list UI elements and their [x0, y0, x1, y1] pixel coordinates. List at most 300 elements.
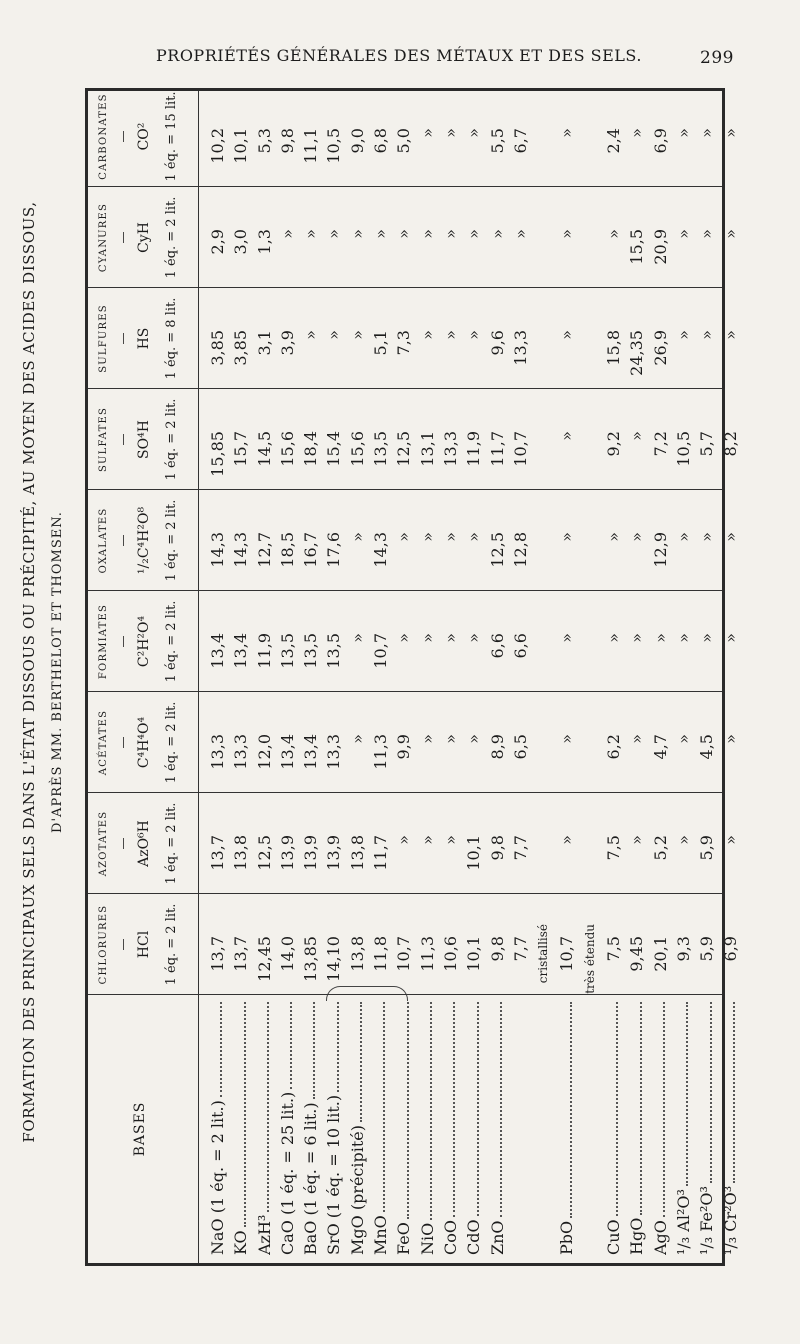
- table-cell: 9,8: [277, 128, 297, 154]
- table-cell: »: [440, 734, 460, 744]
- table-cell: 14,10: [324, 936, 344, 982]
- column-title: SULFATES: [98, 406, 109, 473]
- table-cell: »: [417, 734, 437, 744]
- table-cell: »: [650, 633, 670, 643]
- base-row: [672, 1000, 695, 1255]
- table-cell: 2,9: [208, 229, 227, 255]
- table-cell: »: [557, 633, 577, 643]
- table-cell: »: [417, 835, 437, 845]
- leader-dots: [229, 1002, 245, 1227]
- table-cell: 13,5: [301, 633, 321, 669]
- table-cell: 6,5: [510, 734, 530, 760]
- table-cell: 4,7: [650, 734, 670, 760]
- table-cell: »: [697, 128, 717, 138]
- table-cell: 12,45: [254, 936, 274, 982]
- dilution-label: 1 éq. = 2 lit.: [164, 802, 179, 885]
- base-row: [509, 1000, 532, 1255]
- base-row: [486, 1000, 509, 1255]
- table-cell: »: [417, 330, 437, 340]
- base-row: [346, 1000, 369, 1255]
- base-label: CoO: [440, 1220, 460, 1255]
- acid-column: [88, 288, 740, 389]
- table-cell: »: [557, 330, 577, 340]
- table-cell: 14,3: [231, 532, 251, 568]
- table-cell: 9,2: [604, 431, 624, 457]
- table-cell: 17,6: [324, 532, 344, 568]
- column-title: FORMIATES: [98, 603, 109, 680]
- column-title: ACÉTATES: [98, 709, 109, 776]
- dilution-label: 1 éq. = 15 lit.: [164, 91, 179, 182]
- table-cell: 13,3: [231, 734, 251, 770]
- table-cell: »: [720, 633, 740, 643]
- table-cell: 10,5: [324, 128, 344, 164]
- table-cell: »: [394, 633, 414, 643]
- leader-dots: [392, 1002, 408, 1219]
- table-cell: 10,7: [394, 936, 414, 972]
- table-cell: 9,6: [487, 330, 507, 356]
- base-row: [253, 1000, 276, 1255]
- leader-dots: [672, 1002, 688, 1186]
- leader-dots: [695, 1002, 711, 1183]
- table-cell: 3,9: [277, 330, 297, 356]
- table-caption: FORMATION DES PRINCIPAUX SELS DANS L'ÉTAT DISSOUS OU PRÉCIPITÉ, AU MOYEN DES ACIDES DISSOUS,: [20, 201, 38, 1143]
- table-cell: »: [697, 330, 717, 340]
- table-cell: 13,9: [324, 835, 344, 871]
- base-label: ¹/₃ Al²O³: [673, 1189, 693, 1255]
- table-cell: »: [604, 633, 624, 643]
- table-cell: 5,1: [371, 330, 391, 356]
- table-cell: 3,0: [231, 229, 251, 255]
- base-label: NaO (1 éq. = 2 lit.): [208, 1100, 227, 1255]
- table-cell: »: [487, 229, 507, 239]
- leader-dots: [439, 1002, 455, 1217]
- table-cell: 12,9: [650, 532, 670, 568]
- table-cell: 10,7: [371, 633, 391, 669]
- table-cell: 13,8: [231, 835, 251, 871]
- dilution-label: 1 éq. = 2 lit.: [164, 398, 179, 481]
- acid-column: [88, 389, 740, 490]
- table-cell: 13,9: [301, 835, 321, 871]
- table-cell: 13,1: [417, 431, 437, 467]
- column-title: AZOTATES: [98, 810, 109, 877]
- base-label: PbO: [557, 1220, 577, 1255]
- table-cell: 20,9: [650, 229, 670, 265]
- acid-column: [88, 894, 740, 995]
- table-cell: 10,5: [673, 431, 693, 467]
- bases-column: [88, 995, 740, 1263]
- table-cell: 15,7: [231, 431, 251, 467]
- table-cell: »: [720, 835, 740, 845]
- base-row: [392, 1000, 415, 1255]
- table-cell: 15,8: [604, 330, 624, 366]
- table-cell: »: [347, 229, 367, 239]
- table-cell: 26,9: [650, 330, 670, 366]
- table-cell: 3,85: [231, 330, 251, 366]
- acid-column: [88, 187, 740, 288]
- acid-column: [88, 591, 740, 692]
- column-header: [88, 288, 198, 389]
- bases-header-cell: [88, 995, 198, 1263]
- leader-dots: [719, 1002, 735, 1183]
- column-header: [88, 894, 198, 995]
- base-row: [579, 1000, 602, 1255]
- table-cell: 11,7: [487, 431, 507, 467]
- table-cell: »: [697, 532, 717, 542]
- base-row: [719, 1000, 742, 1255]
- table-cell: 13,3: [208, 734, 227, 770]
- table-cell: 14,3: [371, 532, 391, 568]
- table-cell: 11,3: [417, 936, 437, 972]
- column-header: [88, 692, 198, 793]
- base-row: [649, 1000, 672, 1255]
- table-cell: 12,5: [394, 431, 414, 467]
- acid-column: [88, 86, 740, 187]
- column-dash: —: [116, 130, 130, 143]
- column-dash: —: [116, 736, 130, 749]
- table-cell: »: [464, 633, 484, 643]
- acid-formula: ¹/₂C⁴H²O⁸: [136, 506, 152, 575]
- table-cell: »: [720, 532, 740, 542]
- table-cell: »: [394, 229, 414, 239]
- base-row: [299, 1000, 322, 1255]
- page-number: 299: [700, 48, 734, 68]
- table-cell: »: [673, 128, 693, 138]
- table-cell: 7,7: [510, 936, 530, 962]
- table-cell: cristallisé: [536, 924, 551, 984]
- table-cell: »: [673, 835, 693, 845]
- column-title: SULFURES: [98, 304, 109, 373]
- table-cell: »: [697, 633, 717, 643]
- base-label: FeO: [394, 1222, 414, 1255]
- table-cell: 15,6: [347, 431, 367, 467]
- table-cell: »: [673, 633, 693, 643]
- table-cell: 6,9: [650, 128, 670, 154]
- table-cell: 13,4: [277, 734, 297, 770]
- table-cell: »: [464, 229, 484, 239]
- table-cell: 13,5: [371, 431, 391, 467]
- acid-formula: HCl: [136, 930, 152, 959]
- table-cell: 13,4: [301, 734, 321, 770]
- table-cell: »: [347, 734, 367, 744]
- table-cell: 12,0: [254, 734, 274, 770]
- base-rows: [206, 1000, 742, 1255]
- base-row: [625, 1000, 648, 1255]
- column-dash: —: [116, 332, 130, 345]
- table-cell: très étendu: [582, 924, 597, 994]
- table-cell: 5,5: [487, 128, 507, 154]
- table-cell: »: [301, 330, 321, 340]
- table-cell: »: [440, 128, 460, 138]
- table-cell: 12,5: [487, 532, 507, 568]
- table-cell: 12,7: [254, 532, 274, 568]
- table-cell: 6,7: [510, 128, 530, 154]
- base-row: [322, 1000, 345, 1255]
- base-label: ¹/₃ Cr²O³: [720, 1185, 740, 1255]
- column-title: OXALATES: [98, 507, 109, 574]
- table-cell: »: [417, 532, 437, 542]
- acid-formula: C²H²O⁴: [136, 615, 152, 668]
- table-cell: »: [394, 835, 414, 845]
- base-label: AzH³: [254, 1214, 274, 1255]
- column-header: [88, 389, 198, 490]
- table-cell: 11,9: [254, 633, 274, 669]
- dilution-label: 1 éq. = 2 lit.: [164, 701, 179, 784]
- column-header: [88, 187, 198, 288]
- table-cell: 14,5: [254, 431, 274, 467]
- leader-dots: [322, 1002, 338, 1092]
- leader-dots: [462, 1002, 478, 1216]
- table-cell: 15,5: [627, 229, 647, 265]
- table-cell: »: [557, 431, 577, 441]
- leader-dots: [555, 1002, 571, 1218]
- table-cell: 11,1: [301, 128, 321, 164]
- base-row: [462, 1000, 485, 1255]
- column-header: [88, 793, 198, 894]
- table-cell: »: [627, 128, 647, 138]
- table-cell: 9,0: [347, 128, 367, 154]
- leader-dots: [276, 1002, 292, 1089]
- base-label: NiO: [417, 1222, 437, 1255]
- table-cell: 13,5: [324, 633, 344, 669]
- leader-dots: [602, 1002, 618, 1216]
- column-dash: —: [116, 837, 130, 850]
- column-header: [88, 490, 198, 591]
- base-row: [602, 1000, 625, 1255]
- column-title: CARBONATES: [98, 93, 109, 180]
- table-cell: »: [557, 835, 577, 845]
- table-cell: 15,6: [277, 431, 297, 467]
- table-cell: »: [277, 229, 297, 239]
- table-cell: »: [627, 835, 647, 845]
- table-cell: 11,7: [371, 835, 391, 871]
- table-cell: 7,5: [604, 936, 624, 962]
- table-cell: »: [557, 532, 577, 542]
- table-cell: »: [394, 532, 414, 542]
- table-cell: »: [440, 633, 460, 643]
- table-cell: 7,7: [510, 835, 530, 861]
- base-row: [695, 1000, 718, 1255]
- table-cell: 13,7: [208, 835, 227, 871]
- base-row: [229, 1000, 252, 1255]
- base-label: MgO (précipité): [347, 1124, 367, 1255]
- table-cell: »: [324, 330, 344, 340]
- table-cell: »: [604, 229, 624, 239]
- table-cell: »: [557, 128, 577, 138]
- table-cell: 7,5: [604, 835, 624, 861]
- column-dash: —: [116, 534, 130, 547]
- table-cell: 5,2: [650, 835, 670, 861]
- dilution-label: 1 éq. = 2 lit.: [164, 903, 179, 986]
- table-cell: »: [440, 532, 460, 542]
- table-cell: 6,6: [487, 633, 507, 659]
- table-cell: »: [440, 330, 460, 340]
- base-label: ZnO: [487, 1220, 507, 1255]
- acid-column: [88, 692, 740, 793]
- table-cell: 10,1: [464, 835, 484, 871]
- column-title: CYANURES: [98, 202, 109, 273]
- table-cell: 13,7: [208, 936, 227, 972]
- table-cell: 18,5: [277, 532, 297, 568]
- table-cell: »: [464, 734, 484, 744]
- acid-formula: CyH: [136, 222, 152, 253]
- table-cell: 13,9: [277, 835, 297, 871]
- leader-dots: [253, 1002, 269, 1212]
- table-cell: 7,3: [394, 330, 414, 356]
- table-cell: 8,2: [720, 431, 740, 457]
- base-label: KO: [231, 1230, 251, 1255]
- table-cell: 10,7: [557, 936, 577, 972]
- dilution-label: 1 éq. = 2 lit.: [164, 499, 179, 582]
- table-cell: »: [417, 128, 437, 138]
- base-label: SrO (1 éq. = 10 lit.): [324, 1094, 344, 1255]
- table-cell: »: [347, 330, 367, 340]
- table-cell: »: [720, 330, 740, 340]
- table-cell: 20,1: [650, 936, 670, 972]
- table-cell: 9,8: [487, 936, 507, 962]
- table-cell: 3,1: [254, 330, 274, 356]
- table-cell: 16,7: [301, 532, 321, 568]
- table-cell: 11,8: [371, 936, 391, 972]
- table-cell: 10,7: [510, 431, 530, 467]
- base-label: CdO: [464, 1219, 484, 1255]
- column-dash: —: [116, 433, 130, 446]
- acid-formula: C⁴H⁴O⁴: [136, 716, 152, 769]
- table-cell: 5,7: [697, 431, 717, 457]
- table-cell: 13,5: [277, 633, 297, 669]
- leader-dots: [206, 1002, 222, 1097]
- table-cell: 18,4: [301, 431, 321, 467]
- table-cell: »: [417, 633, 437, 643]
- table-cell: »: [627, 734, 647, 744]
- table-cell: 13,7: [231, 936, 251, 972]
- table-cell: »: [440, 835, 460, 845]
- table-cell: 14,3: [208, 532, 227, 568]
- table-cell: 13,8: [347, 936, 367, 972]
- table-cell: »: [464, 330, 484, 340]
- base-row: [532, 1000, 555, 1255]
- table-cell: 10,6: [440, 936, 460, 972]
- table-cell: 9,45: [627, 936, 647, 972]
- table-cell: 6,2: [604, 734, 624, 760]
- base-row: [276, 1000, 299, 1255]
- leader-dots: [346, 1002, 362, 1122]
- acid-column: [88, 490, 740, 591]
- table-cell: 5,3: [254, 128, 274, 154]
- table-cell: »: [697, 229, 717, 239]
- base-label: BaO (1 éq. = 6 lit.): [301, 1102, 321, 1255]
- table-cell: »: [557, 734, 577, 744]
- table-cell: 11,3: [371, 734, 391, 770]
- dilution-label: 1 éq. = 2 lit.: [164, 600, 179, 683]
- table-cell: 24,35: [627, 330, 647, 376]
- table-cell: »: [347, 633, 367, 643]
- table-cell: »: [371, 229, 391, 239]
- table-cell: 3,85: [208, 330, 227, 366]
- column-header: [88, 86, 198, 187]
- leader-dots: [299, 1002, 315, 1099]
- base-label: CuO: [604, 1219, 624, 1255]
- acid-column: [88, 793, 740, 894]
- table-cell: 13,4: [231, 633, 251, 669]
- table-cell: »: [673, 734, 693, 744]
- table-cell: »: [673, 532, 693, 542]
- table-cell: »: [464, 128, 484, 138]
- table-cell: »: [417, 229, 437, 239]
- table-cell: 11,9: [464, 431, 484, 467]
- table-cell: »: [604, 532, 624, 542]
- acid-formula: CO²: [136, 122, 152, 151]
- table-cell: »: [627, 431, 647, 441]
- table-cell: 6,6: [510, 633, 530, 659]
- table-cell: 13,3: [324, 734, 344, 770]
- table-cell: 15,4: [324, 431, 344, 467]
- table-cell: »: [673, 330, 693, 340]
- table-cell: 13,8: [347, 835, 367, 871]
- table-cell: »: [673, 229, 693, 239]
- table-cell: 7,2: [650, 431, 670, 457]
- table-cell: »: [510, 229, 530, 239]
- bases-header: BASES: [132, 1101, 148, 1157]
- table-cell: 9,8: [487, 835, 507, 861]
- table-cell: »: [627, 532, 647, 542]
- acid-formula: AzO⁶H: [136, 820, 152, 867]
- table-cell: 4,5: [697, 734, 717, 760]
- leader-dots: [649, 1002, 665, 1217]
- column-dash: —: [116, 635, 130, 648]
- table-cell: 13,3: [510, 330, 530, 366]
- table-cell: »: [557, 229, 577, 239]
- base-row: [416, 1000, 439, 1255]
- table-cell: 6,8: [371, 128, 391, 154]
- table-cell: 14,0: [277, 936, 297, 972]
- table-cell: »: [720, 128, 740, 138]
- column-dash: —: [116, 938, 130, 951]
- table-cell: 2,4: [604, 128, 624, 154]
- table-cell: »: [440, 229, 460, 239]
- acid-formula: SO⁴H: [136, 420, 152, 459]
- base-label: AgO: [650, 1220, 670, 1255]
- table-cell: 13,85: [301, 936, 321, 982]
- column-header: [88, 591, 198, 692]
- table-cell: »: [720, 734, 740, 744]
- table-cell: 5,9: [697, 936, 717, 962]
- column-dash: —: [116, 231, 130, 244]
- table-cell: 8,9: [487, 734, 507, 760]
- table-cell: 10,1: [231, 128, 251, 164]
- table-cell: »: [324, 229, 344, 239]
- table-cell: »: [301, 229, 321, 239]
- table-cell: 10,1: [464, 936, 484, 972]
- table-cell: 10,2: [208, 128, 227, 164]
- base-label: CaO (1 éq. = 25 lit.): [277, 1091, 297, 1255]
- table-cell: 5,9: [697, 835, 717, 861]
- table-cell: 12,8: [510, 532, 530, 568]
- base-row: [206, 1000, 229, 1255]
- table-cell: 13,3: [440, 431, 460, 467]
- table-cell: 5,0: [394, 128, 414, 154]
- leader-dots: [486, 1002, 502, 1217]
- table-cell: »: [347, 532, 367, 542]
- base-row: [369, 1000, 392, 1255]
- table-cell: 13,4: [208, 633, 227, 669]
- leader-dots: [369, 1002, 385, 1212]
- acid-formula: HS: [136, 327, 152, 350]
- table-cell: 1,3: [254, 229, 274, 255]
- table-cell: »: [627, 633, 647, 643]
- table-cell: »: [720, 229, 740, 239]
- leader-dots: [416, 1002, 432, 1220]
- base-label: HgO: [627, 1217, 647, 1255]
